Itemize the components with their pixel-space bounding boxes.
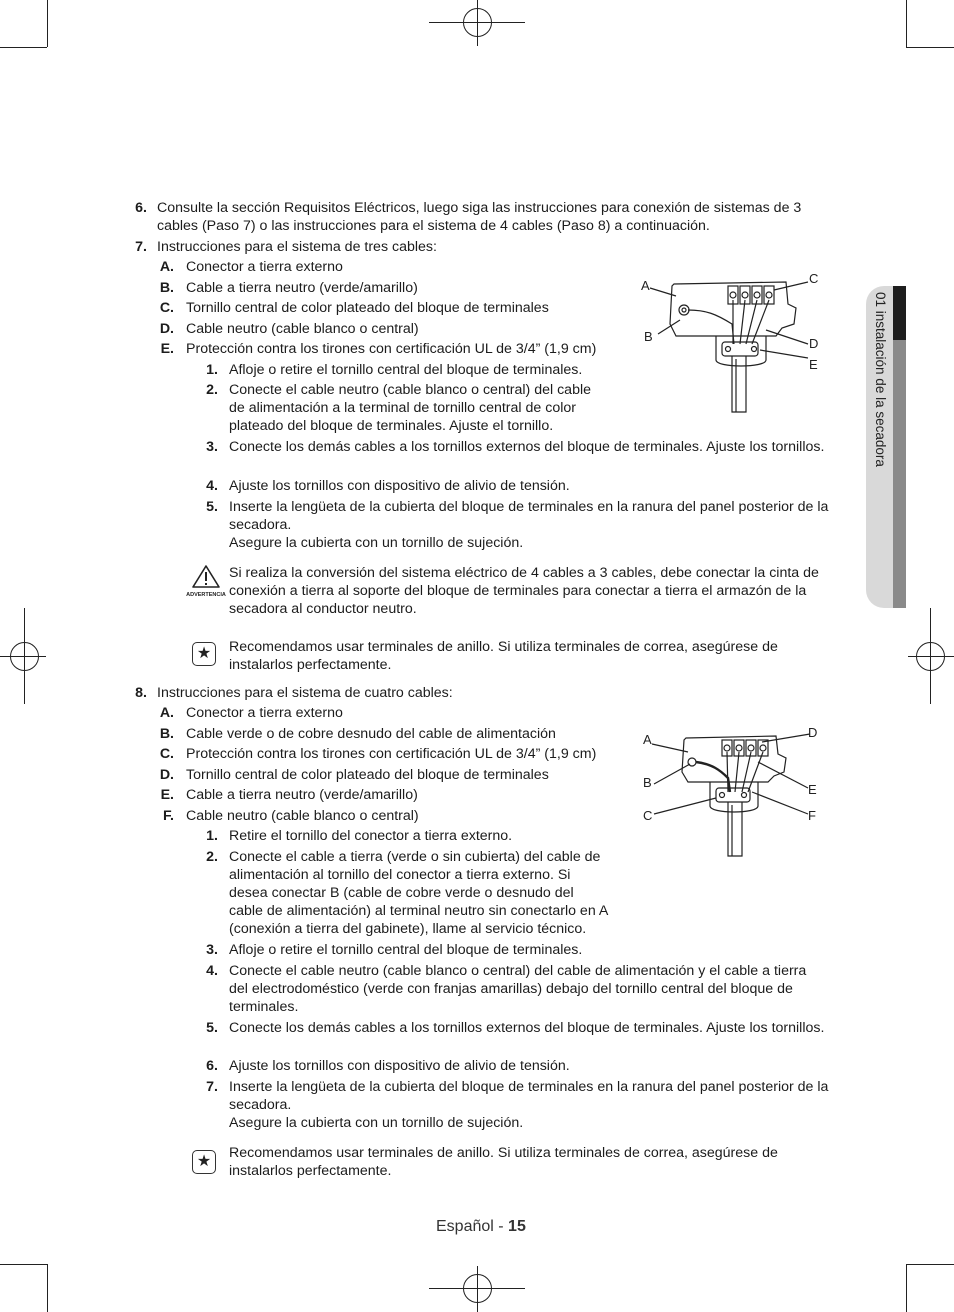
page-footer [436, 1218, 526, 1236]
star-note-icon: ★ [192, 1150, 216, 1174]
star-note-icon: ★ [192, 642, 216, 666]
list-letter: C. [159, 300, 174, 316]
list-letter: C. [159, 746, 174, 762]
substep-text: Conecte los demás cables a los tornillos externos del bloque de terminales. Ajuste los tornillos. [229, 439, 825, 455]
diagram-label: A [643, 732, 652, 747]
step-text: Instrucciones para el sistema de tres cables: [157, 239, 437, 255]
list-item: Conector a tierra externo [186, 705, 343, 721]
step-number: 8. [135, 685, 147, 701]
step-number: 7. [135, 239, 147, 255]
list-letter: A. [159, 705, 174, 721]
substep-text: Ajuste los tornillos con dispositivo de alivio de tensión. [229, 1058, 570, 1074]
substep-number: 4. [206, 963, 218, 979]
substep-number: 1. [206, 362, 218, 378]
diagram-label: B [644, 329, 653, 344]
list-letter: E. [160, 341, 174, 357]
step-text: Instrucciones para el sistema de cuatro cables: [157, 685, 453, 701]
substep-text: Conecte el cable neutro (cable blanco o central) del cable de alimentación y el cable a tierra del electrodoméstico (verde con franjas amarillas) debajo del tornillo central del bloque de terminales. [229, 963, 807, 1015]
list-letter: A. [159, 259, 174, 275]
substep-text: Retire el tornillo del conector a tierra externo. [229, 828, 513, 844]
list-item: Conector a tierra externo [186, 259, 343, 275]
diagram-label: E [809, 357, 818, 372]
list-item: Cable neutro (cable blanco o central) [186, 321, 419, 337]
substep-number: 2. [206, 382, 218, 398]
side-tab-marker [893, 286, 906, 340]
diagram-label: F [808, 808, 816, 823]
list-item: Protección contra los tirones con certificación UL de 3/4” (1,9 cm) [186, 341, 597, 357]
note-text: Recomendamos usar terminales de anillo. Si utiliza terminales de correa, asegúrese de instalarlos perfectamente. [229, 1145, 778, 1179]
substep-text: Conecte el cable neutro (cable blanco o central) del cable de alimentación a la terminal de tornillo central de color plateado del bloque de terminales. Ajuste el tornillo. [229, 382, 592, 434]
substep-number: 2. [206, 849, 218, 865]
list-item: Cable verde o de cobre desnudo del cable de alimentación [186, 726, 556, 742]
list-letter: D. [159, 767, 174, 783]
substep-text: Inserte la lengüeta de la cubierta del bloque de terminales en la ranura del panel posterior de la secadora. [229, 1079, 829, 1113]
four-wire-diagram [636, 722, 826, 862]
note-text: Recomendamos usar terminales de anillo. Si utiliza terminales de correa, asegúrese de instalarlos perfectamente. [229, 639, 778, 673]
substep-text: Asegure la cubierta con un tornillo de sujeción. [229, 1115, 524, 1131]
warning-icon [183, 563, 229, 599]
substep-text: Conecte el cable a tierra (verde o sin cubierta) del cable de alimentación al tornillo del conector a tierra externo. Si desea conectar B (cable de cobre verde o desnudo del cable de alimentación) al terminal neutro sin conectarlo en A (conexión a tierra del gabinete), llame al servicio técnico. [229, 849, 608, 937]
list-letter: B. [159, 726, 174, 742]
side-tab-label: 01 instalación de la secadora [873, 292, 888, 467]
warning-label: ADVERTENCIA [186, 592, 226, 598]
diagram-label: E [808, 782, 817, 797]
three-wire-diagram [636, 264, 826, 424]
substep-number: 6. [206, 1058, 218, 1074]
list-item: Cable a tierra neutro (verde/amarillo) [186, 787, 418, 803]
step-number: 6. [135, 200, 147, 216]
substep-text: Asegure la cubierta con un tornillo de sujeción. [229, 535, 524, 551]
substep-text: Inserte la lengüeta de la cubierta del bloque de terminales en la ranura del panel posterior de la secadora. [229, 499, 829, 533]
step-text: Consulte la sección Requisitos Eléctricos, luego siga las instrucciones para conexión de sistemas de 3 cables (Paso 7) o las instrucciones para el sistema de 4 cables (Paso 8) a continuación. [157, 200, 802, 234]
substep-number: 3. [206, 439, 218, 455]
diagram-label: D [809, 336, 819, 351]
diagram-label: A [641, 278, 650, 293]
substep-number: 3. [206, 942, 218, 958]
substep-text: Afloje o retire el tornillo central del bloque de terminales. [229, 362, 583, 378]
list-item: Protección contra los tirones con certificación UL de 3/4” (1,9 cm) [186, 746, 597, 762]
substep-text: Ajuste los tornillos con dispositivo de alivio de tensión. [229, 478, 570, 494]
list-item: Cable neutro (cable blanco o central) [186, 808, 419, 824]
list-item: Tornillo central de color plateado del bloque de terminales [186, 767, 549, 783]
substep-number: 5. [206, 499, 218, 515]
diagram-label: C [643, 808, 653, 823]
diagram-label: C [809, 271, 819, 286]
list-letter: D. [159, 321, 174, 337]
footer-language: Español - [436, 1218, 509, 1235]
substep-number: 5. [206, 1020, 218, 1036]
list-letter: B. [159, 280, 174, 296]
substep-text: Conecte los demás cables a los tornillos externos del bloque de terminales. Ajuste los tornillos. [229, 1020, 825, 1036]
list-item: Tornillo central de color plateado del bloque de terminales [186, 300, 549, 316]
substep-number: 7. [206, 1079, 218, 1095]
side-tab-bar [893, 340, 906, 608]
substep-number: 4. [206, 478, 218, 494]
list-letter: E. [160, 787, 174, 803]
diagram-label: D [808, 725, 818, 740]
substep-number: 1. [206, 828, 218, 844]
list-letter: F. [162, 808, 174, 824]
warning-text: Si realiza la conversión del sistema eléctrico de 4 cables a 3 cables, debe conectar la cinta de conexión a tierra al soporte del bloque de terminales para conectar a tierra el armazón de la secadora al conductor neutro. [229, 565, 819, 617]
diagram-label: B [643, 775, 652, 790]
page-number: 15 [508, 1218, 526, 1235]
list-item: Cable a tierra neutro (verde/amarillo) [186, 280, 418, 296]
substep-text: Afloje o retire el tornillo central del bloque de terminales. [229, 942, 583, 958]
